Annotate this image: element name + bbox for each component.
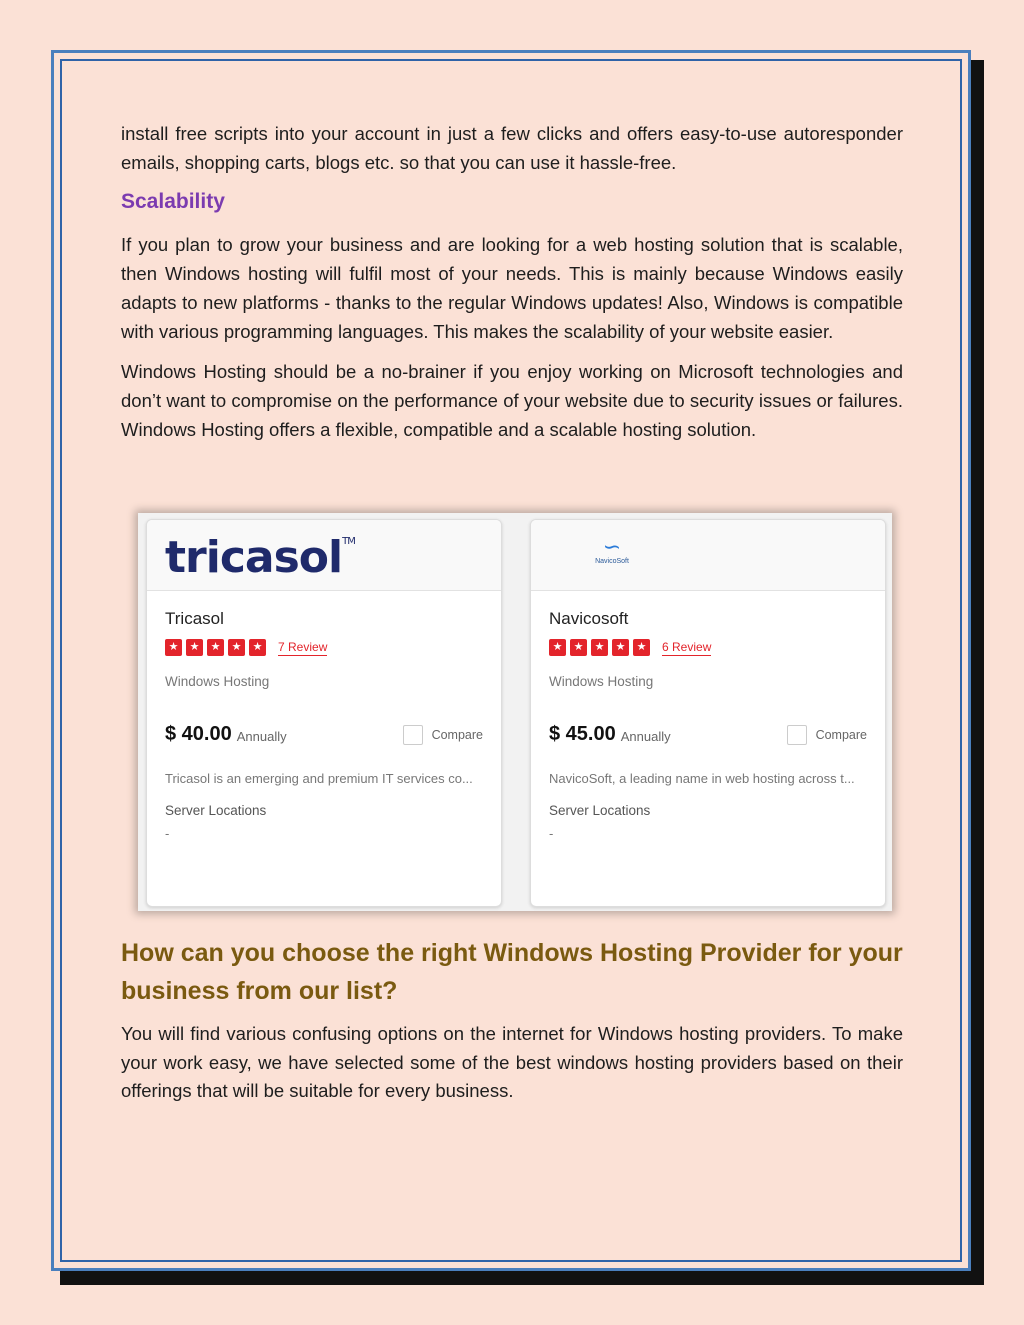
compare-checkbox[interactable] xyxy=(403,725,423,745)
server-locations-label: Server Locations xyxy=(165,803,267,818)
navicosoft-logo: ∽ NavicoSoft xyxy=(587,536,637,565)
star-icon: ★ xyxy=(249,639,266,656)
choose-heading: How can you choose the right Windows Hosting Provider for your business from our list? xyxy=(121,939,903,1005)
compare-checkbox[interactable] xyxy=(787,725,807,745)
price: $ 40.00 xyxy=(165,723,232,745)
hosting-type: Windows Hosting xyxy=(549,674,654,689)
review-link[interactable]: 6 Review xyxy=(662,639,712,654)
price: $ 45.00 xyxy=(549,723,616,745)
provider-name: Tricasol xyxy=(165,609,224,628)
tricasol-logo: tricasol™ xyxy=(165,532,355,583)
scalability-paragraph-2: Windows Hosting should be a no-brainer if you enjoy working on Microsoft technologies and don’t want to compromise on the performance of your website due to security issues or failures. Windows Hosting offers a flexible, compatible and a scalable hosting solution. xyxy=(121,361,903,440)
compare-toggle[interactable] xyxy=(403,725,483,745)
server-locations-value: - xyxy=(549,826,554,841)
provider-description: Tricasol is an emerging and premium IT services co... xyxy=(165,771,473,786)
star-icon: ★ xyxy=(549,639,566,656)
rating-row xyxy=(549,639,867,656)
price-row xyxy=(549,723,867,746)
review-link[interactable]: 7 Review xyxy=(278,639,328,654)
navicosoft-logo-icon: ∽ xyxy=(602,534,622,559)
provider-description: NavicoSoft, a leading name in web hosting across t... xyxy=(549,771,855,786)
star-icon: ★ xyxy=(207,639,224,656)
star-icon: ★ xyxy=(186,639,203,656)
scalability-paragraph-1: If you plan to grow your business and are looking for a web hosting solution that is scalable, then Windows hosting will fulfil most of your needs. This is mainly because Windows easily adapts to new platforms - thanks to the regular Windows updates! Also, Windows is compatible with various programming languages. This makes the scalability of your website easier. xyxy=(121,234,903,342)
compare-label: Compare xyxy=(815,727,867,742)
card-logo-area xyxy=(531,520,885,591)
hosting-cards-screenshot xyxy=(138,513,892,911)
provider-card-navicosoft xyxy=(530,519,886,907)
compare-label: Compare xyxy=(431,727,483,742)
choose-paragraph: You will find various confusing options on the internet for Windows hosting providers. To make your work easy, we have selected some of the best windows hosting providers based on their offerings that will be suitable for every business. xyxy=(121,1023,903,1102)
server-locations-label: Server Locations xyxy=(549,803,651,818)
star-icon: ★ xyxy=(228,639,245,656)
rating-row xyxy=(165,639,483,656)
scalability-heading: Scalability xyxy=(121,190,225,214)
intro-paragraph: install free scripts into your account in just a few clicks and offers easy-to-use autoresponder emails, shopping carts, blogs etc. so that you can use it hassle-free. xyxy=(121,123,903,173)
billing-period: Annually xyxy=(236,729,287,744)
star-icon: ★ xyxy=(633,639,650,656)
star-icon: ★ xyxy=(165,639,182,656)
billing-period: Annually xyxy=(620,729,671,744)
compare-toggle[interactable] xyxy=(787,725,867,745)
star-icon: ★ xyxy=(591,639,608,656)
choose-section xyxy=(121,934,903,1118)
card-logo-area xyxy=(147,520,501,591)
provider-card-tricasol xyxy=(146,519,502,907)
star-icon: ★ xyxy=(612,639,629,656)
document-content xyxy=(121,120,903,456)
star-icon: ★ xyxy=(570,639,587,656)
provider-name: Navicosoft xyxy=(549,609,629,628)
server-locations-value: - xyxy=(165,826,170,841)
hosting-type: Windows Hosting xyxy=(165,674,270,689)
price-row xyxy=(165,723,483,746)
